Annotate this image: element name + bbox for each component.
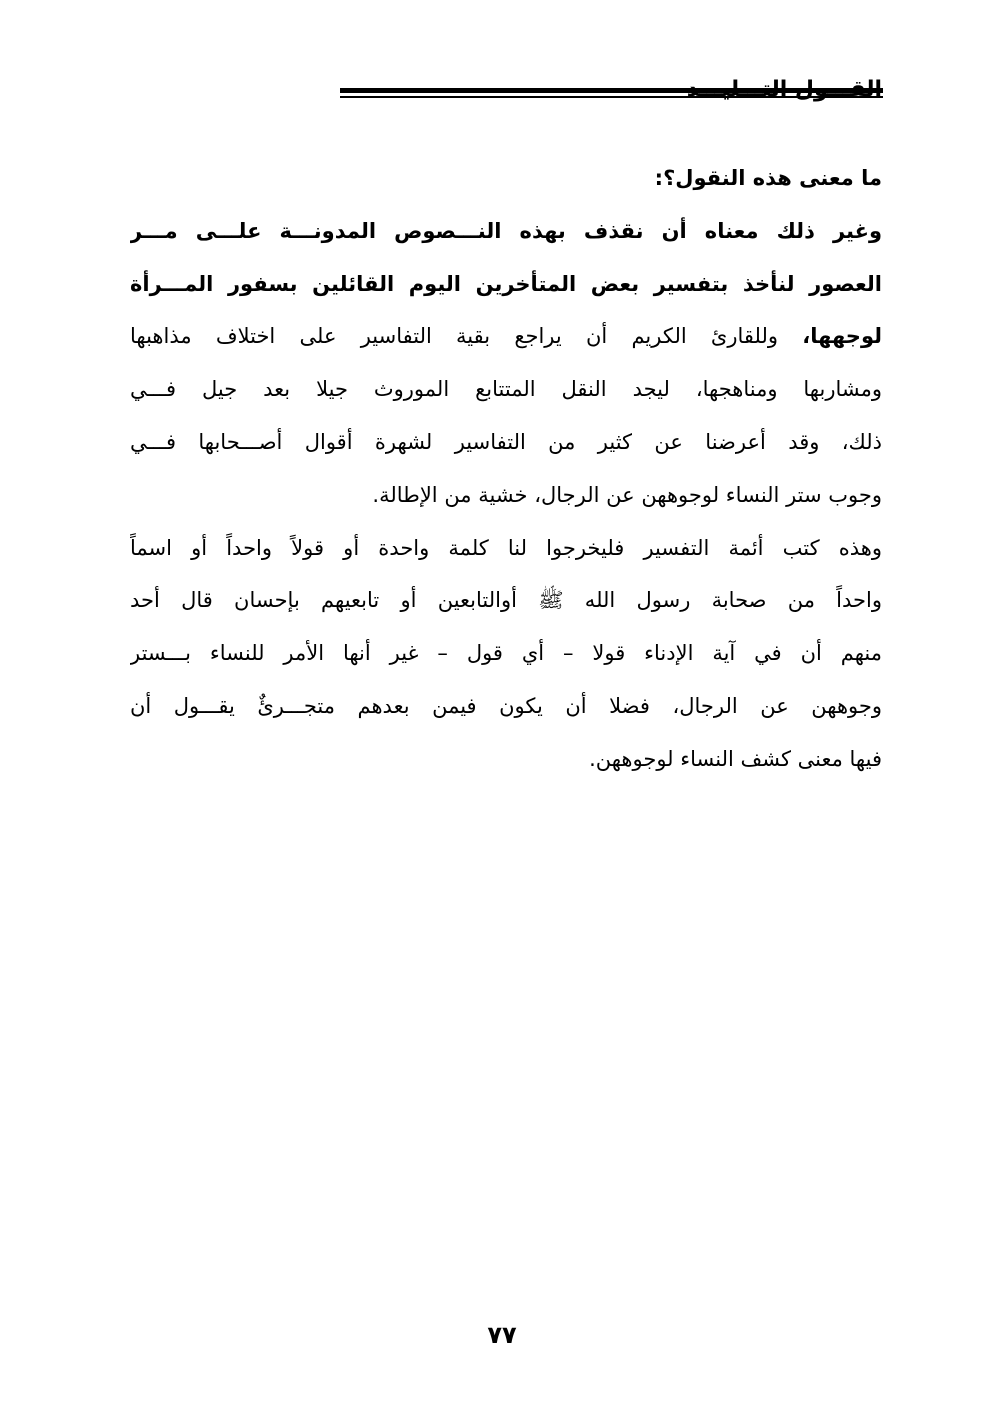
- paragraph-line: وجوب ستر النساء لوجوههن عن الرجال، خشية من الإطالة.: [372, 482, 882, 507]
- paragraph-1: [130, 205, 882, 522]
- running-header: [130, 74, 882, 114]
- header-double-rule: [340, 88, 883, 98]
- paragraph-line: وغير ذلك معناه أن نقذف بهذه النـــصوص المدونـــة علـــى مـــر: [130, 218, 882, 243]
- bold-word: لوجهها،: [802, 324, 882, 349]
- section-heading: ما معنى هذه النقول؟:: [654, 166, 882, 190]
- page-number: ٧٧: [487, 1321, 517, 1349]
- paragraph-line-rest: وللقارئ الكريم أن يراجع بقية التفاسير على اختلاف مذاهبها: [130, 324, 803, 349]
- paragraph-line: فيها معنى كشف النساء لوجوههن.: [589, 746, 882, 771]
- paragraph-line: منهم أن في آية الإدناء قولا – أي قول – غير أنها الأمر للنساء بـــستر: [130, 641, 882, 666]
- paragraph-line: [130, 310, 882, 363]
- paragraph-2: [130, 522, 882, 786]
- paragraph-line: وهذه كتب أئمة التفسير فليخرجوا لنا كلمة واحدة أو قولاً واحداً أو اسماً: [130, 535, 882, 560]
- page-body: [130, 152, 882, 786]
- paragraph-line: العصور لنأخذ بتفسير بعض المتأخرين اليوم القائلين بسفور المـــرأة: [130, 271, 882, 296]
- paragraph-line: ذلك، وقد أعرضنا عن كثير من التفاسير لشهرة أقوال أصـــحابها فـــي: [130, 429, 882, 454]
- paragraph-line: واحداً من صحابة رسول الله ﷺ أوالتابعين أو تابعيهم بإحسان قال أحد: [130, 588, 882, 613]
- paragraph-line: وجوههن عن الرجال، فضلا أن يكون فيمن بعدهم متجـــرئٌ يقـــول أن: [130, 693, 882, 718]
- paragraph-line: ومشاربها ومناهجها، ليجد النقل المتتابع الموروث جيلا بعد جيل فـــي: [130, 377, 882, 402]
